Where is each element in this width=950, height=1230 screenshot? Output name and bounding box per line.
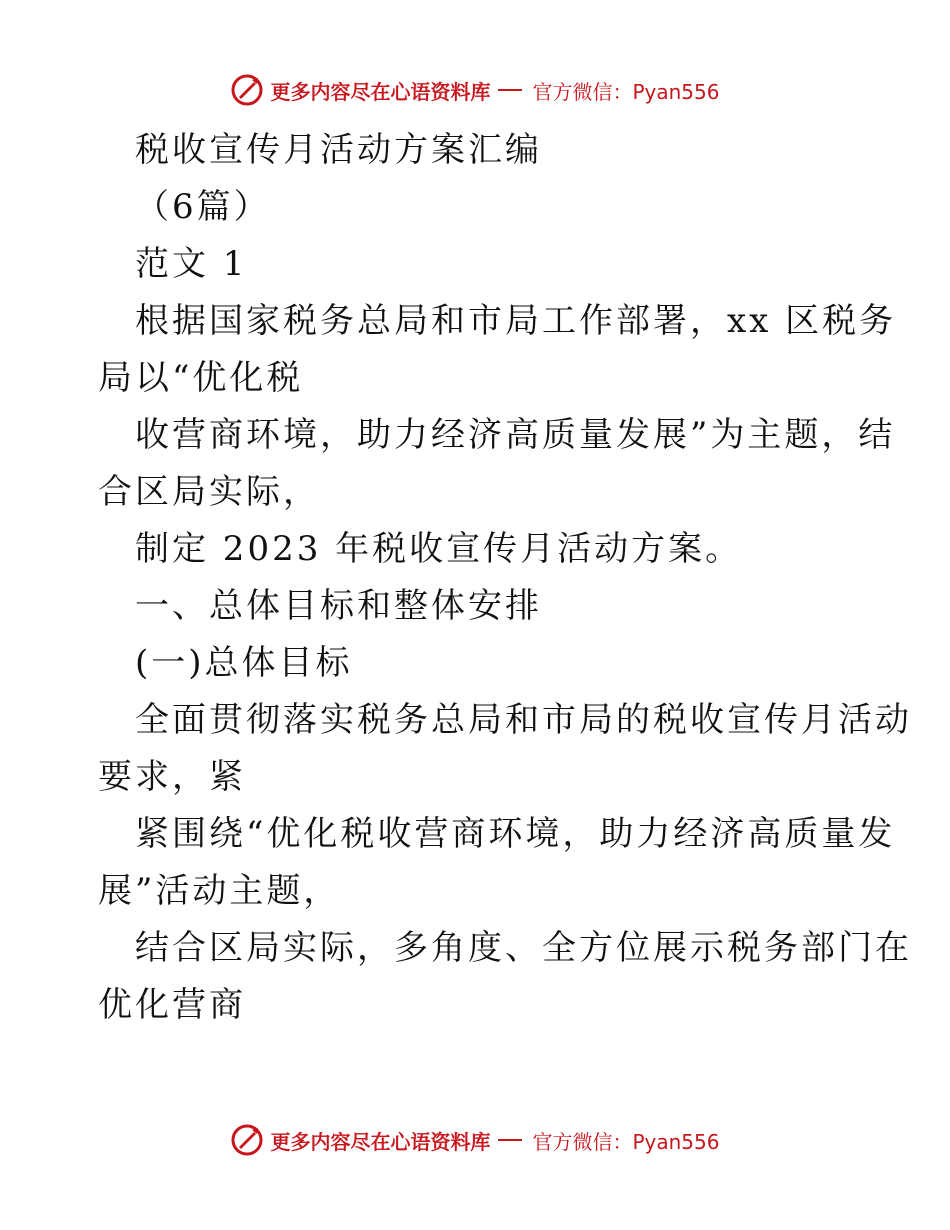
document-line: 税收宣传月活动方案汇编	[135, 130, 542, 170]
document-line: 一、总体目标和整体安排	[135, 586, 542, 626]
banner-divider	[498, 89, 522, 91]
document-line: 收营商环境，助力经济高质量发展”为主题，结	[135, 415, 896, 455]
quill-emblem-icon	[230, 73, 264, 107]
document-line: 制定 2023 年税收宣传月活动方案。	[135, 529, 743, 569]
banner-contact: 官方微信：Pyan556	[532, 1129, 720, 1154]
banner-title: 更多内容尽在心语资料库	[270, 79, 491, 104]
header-banner	[0, 70, 950, 110]
footer-banner	[0, 1120, 950, 1160]
document-line: 优化营商	[98, 985, 246, 1025]
document-line: 全面贯彻落实税务总局和市局的税收宣传月活动	[135, 700, 912, 740]
document-line: 根据国家税务总局和市局工作部署，xx 区税务	[135, 301, 897, 341]
document-line: 展”活动主题，	[98, 871, 341, 911]
document-line: (一)总体目标	[135, 643, 353, 683]
document-line: 结合区局实际，多角度、全方位展示税务部门在	[135, 928, 912, 968]
document-line: 要求，紧	[98, 757, 246, 797]
document-line: 合区局实际，	[98, 472, 320, 512]
banner-divider	[498, 1139, 522, 1141]
document-line: （6篇）	[135, 187, 271, 227]
document-line: 局以“优化税	[98, 358, 304, 398]
document-line: 范文 1	[135, 244, 248, 284]
banner-contact: 官方微信：Pyan556	[532, 79, 720, 104]
quill-emblem-icon	[230, 1123, 264, 1157]
banner-title: 更多内容尽在心语资料库	[270, 1129, 491, 1154]
document-line: 紧围绕“优化税收营商环境，助力经济高质量发	[135, 814, 896, 854]
document-body	[98, 122, 912, 1034]
